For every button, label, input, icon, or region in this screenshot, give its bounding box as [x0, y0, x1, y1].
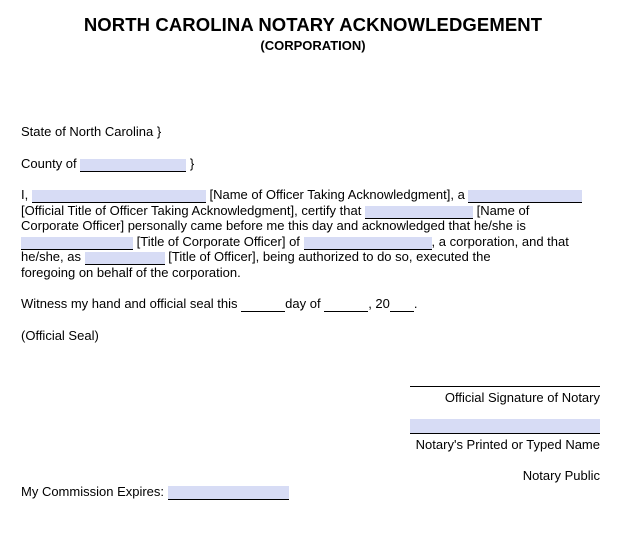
witness-text: .: [413, 296, 418, 311]
body-line-4: [21, 234, 569, 250]
document-title: NORTH CAROLINA NOTARY ACKNOWLEDGEMENT: [83, 14, 543, 35]
witness-text: day of: [285, 296, 321, 311]
signature-line[interactable]: [410, 386, 600, 387]
body-text: , a corporation, and that: [431, 234, 569, 249]
body-text: [Title of Officer], being authorized to do so, executed the: [168, 249, 491, 264]
year-blank[interactable]: [390, 299, 414, 312]
commission-label: My Commission Expires:: [21, 484, 165, 499]
notary-printed-name-field[interactable]: [410, 419, 600, 434]
officer-title-field[interactable]: [468, 190, 582, 203]
state-line: State of North Carolina }: [21, 124, 162, 139]
document-subtitle: (CORPORATION): [260, 38, 366, 53]
county-label: County of: [21, 156, 77, 171]
witness-text: Witness my hand and official seal this: [21, 296, 238, 311]
officer-name-field[interactable]: [32, 190, 206, 203]
day-blank[interactable]: [241, 299, 285, 312]
witness-text: , 20: [368, 296, 390, 311]
body-text: [Name of: [476, 203, 530, 218]
body-text: [Official Title of Officer Taking Acknowledgment], certify that: [21, 203, 362, 218]
county-close-brace: }: [189, 156, 195, 171]
body-text: [Name of Officer Taking Acknowledgment], a: [209, 187, 465, 202]
corporation-name-field[interactable]: [304, 237, 432, 250]
corporate-officer-title-field[interactable]: [21, 237, 133, 250]
commission-expires-field[interactable]: [168, 486, 289, 500]
notary-public-label: Notary Public: [522, 468, 600, 483]
printed-name-label: Notary's Printed or Typed Name: [415, 437, 600, 452]
body-line-5: [21, 249, 491, 265]
county-line: [21, 156, 194, 172]
official-seal-label: (Official Seal): [21, 328, 99, 343]
body-line-3: Corporate Officer] personally came before me this day and acknowledged that he/she is: [21, 218, 526, 233]
body-line-2: [21, 203, 529, 219]
officer-capacity-field[interactable]: [85, 252, 165, 265]
corporate-officer-name-field[interactable]: [365, 206, 473, 219]
body-line-1: [21, 187, 582, 203]
body-text: he/she, as: [21, 249, 81, 264]
commission-line: [21, 484, 289, 500]
body-line-6: foregoing on behalf of the corporation.: [21, 265, 241, 280]
body-text: I,: [21, 187, 29, 202]
body-text: [Title of Corporate Officer] of: [136, 234, 300, 249]
notary-signature-label: Official Signature of Notary: [444, 390, 600, 405]
witness-line: [21, 296, 418, 312]
month-blank[interactable]: [324, 299, 368, 312]
county-field[interactable]: [80, 159, 186, 172]
